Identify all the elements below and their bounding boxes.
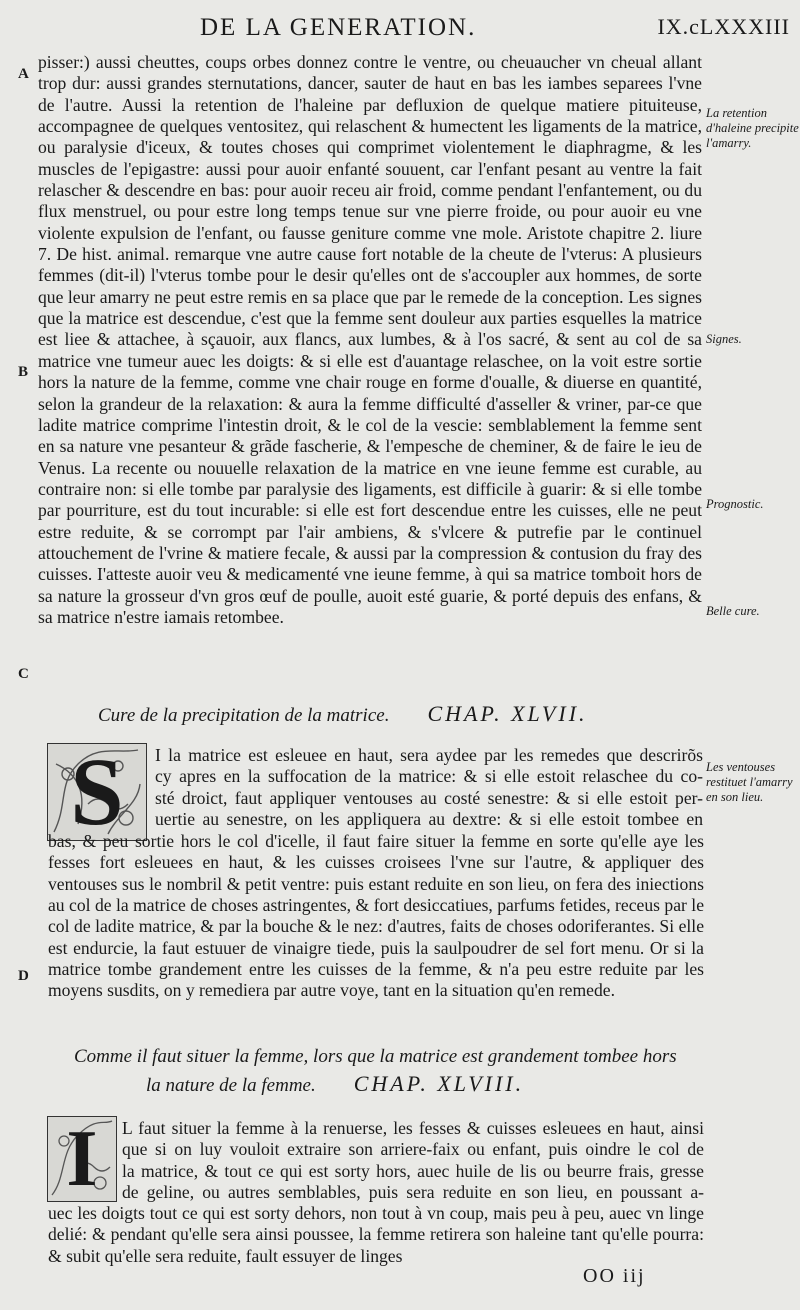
drop-letter-i: I bbox=[66, 1116, 98, 1202]
running-title: DE LA GENERATION. bbox=[200, 14, 477, 41]
side-note-retention: La retention d'haleine precipite l'amarry. bbox=[706, 106, 799, 150]
chapter-47-label: Cure de la precipitation de la matrice. bbox=[98, 705, 390, 726]
chapter-48-label: la nature de la femme. bbox=[146, 1075, 316, 1096]
ornamental-initial-i bbox=[47, 1116, 117, 1202]
side-note-prognostic: Prognostic. bbox=[706, 497, 764, 511]
side-note-signes: Signes. bbox=[706, 332, 742, 346]
signature-mark: OO iij bbox=[583, 1265, 646, 1287]
chapter-47-line-2: cy apres en la suffocation de la matrice: & si elle estoit relaschee du co- bbox=[155, 766, 703, 787]
chapter-47-indented-lines bbox=[155, 745, 703, 830]
folio-number: IX.cLXXXIII bbox=[657, 14, 790, 39]
chapter-48-line-2: que si on luy vouloit extraire son arriere-faix ou enfant, puis oindre le col de bbox=[122, 1139, 704, 1160]
ornamental-initial-s bbox=[47, 743, 147, 841]
passage-body: pisser:) aussi cheuttes, coups orbes donnez contre le ventre, ou cheuaucher vn cheual allant trop dur: aussi grandes sternutations, dancer, sauter de haut en bas les iambes separees l'vne de l'autre. Aussi la retention de l'haleine par defluxion de quelque matiere pituiteuse, accompagnee de quelques ventositez, qui relaschent & humectent les ligaments de la matrice, ou paralysie d'iceux, & toutes choses qui comprimet violentement le diaphragme, & les muscles de l'epigastre: aussi pour auoir enfanté souuent, car l'enfant pesant au ventre la fait relascher & descendre en bas: pour auoir receu air froid, comme pendant l'enfantement, ou du flux menstruel, ou pour estre long temps tenue sur vne pierre froide, ou pour auoir eu vne violente expulsion de l'enfant, ou fausse geniture comme vne mole. Aristote chapitre 2. liure 7. De hist. animal. remarque vne autre cause fort notable de la cheute de l'vterus: A plusieurs femmes (dit-il) l'vterus tombe pour le desir qu'elles ont de s'accoupler aux hommes, de sorte que leur amarry ne peut estre remis en sa place que par le remede de la conception. Les signes que la matrice est descendue, c'est que la femme sent douleur aux parties esquelles la matrice est liee & attachee, à sçauoir, aux flancs, aux lumbes, & à l'os sacré, & sent au col de sa matrice vne tumeur auec les doigts: & si elle est d'auantage relaschee, on la voit estre sortie hors la nature de la femme, comme vne chair rouge en forme d'oualle, & diuerse en quantité, selon la grandeur de la relaxation: & aura la femme difficulté d'asseller & vriner, par-ce que ladite matrice comprime l'intestin droit, & le col de la vescie: semblablement la femme sent en sa nature vne pesanteur & grãde fascherie, & l'empesche de cheminer, & de faire le ieu de Venus. La recente ou nouuelle relaxation de la matrice en vne ieune femme est curable, au contraire non: si elle tombe par paralysie des ligaments, est difficile à guarir: & si elle tombe par pourriture, est du tout incurable: si elle est fort descendue entre les cuisses, elle ne peut estre reduite, & se corrompt par l'air ambiens, & s'vlcere & putrefie par le continuel attouchement de l'vrine & matiere fecale, & aussi par la compression & contusion du fray des cuisses. I'atteste auoir veu & medicamenté vne ieune femme, à qui sa matrice tomboit hors de sa nature la grosseur d'vn gros œuf de poulle, auoit esté guarie, & porté depuis des enfans, & sa matrice n'estre iamais retombee. bbox=[38, 52, 702, 627]
drop-letter-s: S bbox=[70, 743, 124, 841]
chapter-48-number: CHAP. XLVIII. bbox=[353, 1071, 525, 1096]
side-note-ventouses: Les ventouses restituet l'amarry en son lieu. bbox=[706, 760, 793, 804]
chapter-47-line-3: sté droict, faut appliquer ventouses au costé senestre: & si elle estoit per- bbox=[155, 787, 703, 808]
chapter-47-body: bas, & peu sortie hors le col d'icelle, il faut faire situer la femme en sorte qu'elle aye les fesses fort esleuees en haut, & les cuisses croisees l'vne sur l'autre, & appliquer des ventouses sus le nombril & petit ventre: puis estant reduite en son lieu, on fera des iniections au col de la matrice de choses astringentes, & fort desiccatiues, parfums fetides, receus par le col de ladite matrice, & par la bouche & le nez: d'autres, faits de choses odoriferantes. Si elle est endurcie, la faut estuuer de vinaigre tiede, puis la saulpoudrer de sel fort menu. Or si la matrice tombe grandement entre les cuisses de la femme, & n'a peu estre reduite par les moyens susdits, on y remediera par autre voye, tant en la situation qu'en remede. bbox=[48, 831, 704, 1001]
margin-letter-c: C bbox=[18, 666, 29, 682]
chapter-47-line-1: I la matrice est esleuee en haut, sera aydee par les remedes que descrirõs bbox=[155, 745, 703, 765]
chapter-48-title-line-1: Comme il faut situer la femme, lors que la matrice est grandement tombee hors bbox=[74, 1046, 677, 1067]
margin-letter-b: B bbox=[18, 364, 29, 380]
chapter-48-line-3: la matrice, & tout ce qui est sorty hors, auec huile de lis ou beurre frais, gresse bbox=[122, 1160, 704, 1181]
margin-letter-a: A bbox=[18, 66, 29, 82]
chapter-47-number: CHAP. XLVII. bbox=[427, 701, 588, 726]
chapter-48-indented-lines bbox=[122, 1118, 704, 1203]
chapter-47-line-4: uertie au senestre, on les appliquera au dextre: & si elle estoit tombee en bbox=[155, 808, 703, 829]
chapter-48-line-4: de geline, ou autres semblables, puis sera reduite en son lieu, en poussant a- bbox=[122, 1181, 704, 1202]
side-note-belle-cure: Belle cure. bbox=[706, 604, 760, 618]
chapter-48-line-1: L faut situer la femme à la renuerse, les fesses & cuisses esleuees en haut, ainsi bbox=[122, 1118, 704, 1138]
chapter-48-body: uec les doigts tout ce qui est sorty dehors, non tout à vn coup, mais peu à peu, auec vn linge delié: & pendant qu'elle sera ainsi poussee, la femme retirera son haleine tant qu'elle pourra: & subit qu'elle sera reduite, fault essuyer de linges bbox=[48, 1203, 704, 1266]
running-head bbox=[200, 14, 790, 44]
chapter-48-title-line-2 bbox=[146, 1071, 524, 1097]
chapter-47-title bbox=[98, 701, 588, 727]
margin-letter-d: D bbox=[18, 968, 29, 984]
